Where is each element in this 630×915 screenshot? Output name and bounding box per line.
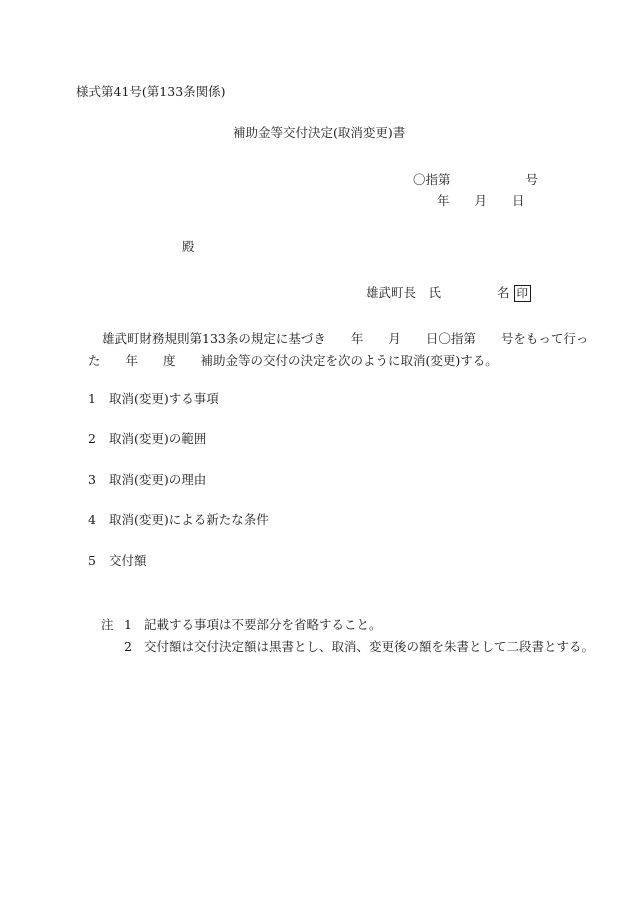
issuer-name-suffix: 名 [497,285,510,300]
document-number: 〇指第 号 [413,172,539,187]
body-text-line-2: た 年 度 補助金等の交付の決定を次のように取消(変更)する。 [88,353,498,368]
item-number: 5 [88,553,96,568]
item-text: 交付額 [108,553,147,568]
note-line [124,641,594,654]
note-line [124,619,381,632]
item-number: 4 [88,512,96,527]
document-title: 補助金等交付決定(取消変更)書 [233,125,406,140]
item-text: 取消(変更)の範囲 [108,431,207,446]
issuer-label: 雄武町長 氏 [366,285,442,300]
form-number: 様式第41号(第133条関係) [76,84,226,99]
note-text: 記載する事項は不要部分を省略すること。 [143,617,382,632]
addressee: 殿 [182,239,195,254]
document-date: 年 月 日 [437,193,525,208]
list-item [88,433,206,446]
seal-mark: 印 [514,285,532,302]
notes-label: 注 [101,617,114,632]
item-number: 1 [88,391,96,406]
list-item [88,393,219,406]
item-number: 3 [88,472,96,487]
note-number: 1 [124,617,132,632]
item-text: 取消(変更)による新たな条件 [108,512,269,527]
list-item [88,555,146,568]
issuer-name-block [497,285,531,302]
item-text: 取消(変更)する事項 [108,391,219,406]
note-number: 2 [124,639,132,654]
item-number: 2 [88,431,96,446]
body-text-line-1: 雄武町財務規則第133条の規定に基づき 年 月 日〇指第 号をもって行っ [102,331,589,346]
item-text: 取消(変更)の理由 [108,472,207,487]
list-item [88,474,206,487]
note-text: 交付額は交付決定額は黒書とし、取消、変更後の額を朱書として二段書とする。 [143,639,594,654]
list-item [88,514,269,527]
